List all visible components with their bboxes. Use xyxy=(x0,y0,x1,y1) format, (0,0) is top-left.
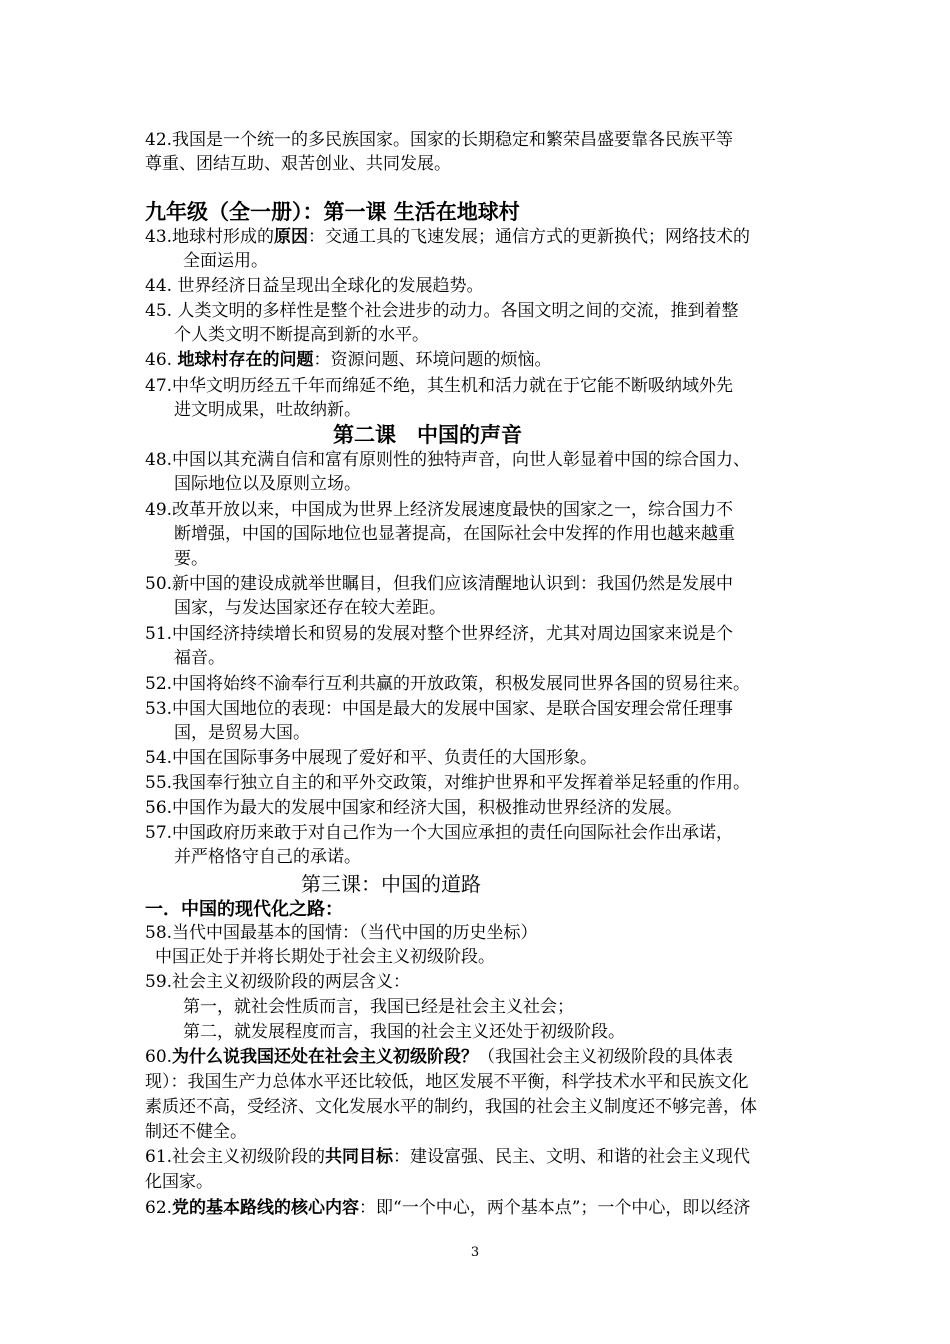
item-62-line-1 xyxy=(145,1196,750,1220)
item-60-line-2: 现）：我国生产力总体水平还比较低，地区发展不平衡，科学技术水平和民族文化 xyxy=(145,1072,749,1092)
page-number: 3 xyxy=(470,1245,480,1260)
item-48-line-1: 48.中国以其充满自信和富有原则性的独特声音，向世人彰显着中国的综合国力、 xyxy=(145,450,751,470)
item-46-prefix: 46. xyxy=(145,350,178,370)
item-49-line-3: 要。 xyxy=(174,549,208,569)
item-61-line-1 xyxy=(145,1145,750,1169)
item-62-rest: ：即“一个中心，两个基本点”；一个中心，即以经济 xyxy=(359,1198,751,1218)
item-51-line-2: 福音。 xyxy=(174,648,225,668)
lesson3-heading: 第三课：中国的道路 xyxy=(301,872,481,896)
item-50-line-1: 50.新中国的建设成就举世瞩目，但我们应该清醒地认识到：我国仍然是发展中 xyxy=(145,574,734,594)
item-44: 44. 世界经济日益呈现出全球化的发展趋势。 xyxy=(145,276,484,296)
item-47-line-2: 进文明成果，吐故纳新。 xyxy=(174,400,361,420)
item-62-bold: 党的基本路线的核心内容 xyxy=(172,1198,360,1218)
item-46-rest: ：资源问题、环境问题的烦恼。 xyxy=(313,350,552,370)
item-60-rest: （我国社会主义初级阶段的具体表 xyxy=(478,1047,734,1067)
item-57-line-2: 并严格恪守自己的承诺。 xyxy=(174,847,361,867)
item-47-line-1: 47.中华文明历经五千年而绵延不绝，其生机和活力就在于它能不断吸纳域外先 xyxy=(145,376,734,396)
item-58-line-2: 中国正处于并将长期处于社会主义初级阶段。 xyxy=(155,947,495,967)
item-45-line-2: 个人类文明不断提高到新的水平。 xyxy=(174,325,429,345)
item-46-bold: 地球村存在的问题 xyxy=(177,350,314,370)
item-52: 52.中国将始终不渝奉行互利共赢的开放政策，积极发展同世界各国的贸易往来。 xyxy=(145,674,751,694)
item-49-line-2: 断增强，中国的国际地位也显著提高，在国际社会中发挥的作用也越来越重 xyxy=(174,524,735,544)
item-43-rest: ：交通工具的飞速发展；通信方式的更新换代；网络技术的 xyxy=(308,227,751,247)
item-50-line-2: 国家，与发达国家还存在较大差距。 xyxy=(174,598,446,618)
item-46 xyxy=(145,348,551,372)
item-60-line-1 xyxy=(145,1045,733,1069)
item-61-line-2: 化国家。 xyxy=(145,1172,213,1192)
item-43-line-2: 全面运用。 xyxy=(183,251,268,271)
item-59-line-1: 59.社会主义初级阶段的两层含义： xyxy=(145,972,411,992)
item-42-line-2: 尊重、团结互助、艰苦创业、共同发展。 xyxy=(145,154,451,174)
item-45-line-1: 45. 人类文明的多样性是整个社会进步的动力。各国文明之间的交流，推到着整 xyxy=(145,301,739,321)
item-60-prefix: 60. xyxy=(145,1047,173,1067)
lesson2-heading: 第二课 中国的声音 xyxy=(333,423,522,447)
item-61-bold: 共同目标 xyxy=(325,1147,394,1167)
item-49-line-1: 49.改革开放以来，中国成为世界上经济发展速度最快的国家之一，综合国力不 xyxy=(145,500,734,520)
item-60-bold: 为什么说我国还处在社会主义初级阶段？ xyxy=(172,1047,479,1067)
grade9-lesson1-heading: 九年级（全一册）：第一课 生活在地球村 xyxy=(145,200,520,224)
section1-heading: 一．中国的现代化之路： xyxy=(145,899,343,920)
item-54: 54.中国在国际事务中展现了爱好和平、负责任的大国形象。 xyxy=(145,748,598,768)
item-53-line-2: 国，是贸易大国。 xyxy=(174,723,310,743)
item-51-line-1: 51.中国经济持续增长和贸易的发展对整个世界经济，尤其对周边国家来说是个 xyxy=(145,624,734,644)
item-55: 55.我国奉行独立自主的和平外交政策，对维护世界和平发挥着举足轻重的作用。 xyxy=(145,773,751,793)
item-43-line-1 xyxy=(145,225,750,249)
item-59-line-2: 第一，就社会性质而言，我国已经是社会主义社会； xyxy=(183,997,574,1017)
item-57-line-1: 57.中国政府历来敢于对自己作为一个大国应承担的责任向国际社会作出承诺， xyxy=(145,823,734,843)
item-60-line-4: 制还不健全。 xyxy=(145,1122,247,1142)
item-42-line-1: 42.我国是一个统一的多民族国家。国家的长期稳定和繁荣昌盛要靠各民族平等 xyxy=(145,130,734,150)
item-61-rest: ：建设富强、民主、文明、和谐的社会主义现代 xyxy=(393,1147,751,1167)
item-61-prefix: 61.社会主义初级阶段的 xyxy=(145,1147,326,1167)
item-43-bold: 原因 xyxy=(274,227,309,247)
item-53-line-1: 53.中国大国地位的表现：中国是最大的发展中国家、是联合国安理会常任理事 xyxy=(145,699,734,719)
item-56: 56.中国作为最大的发展中国家和经济大国，积极推动世界经济的发展。 xyxy=(145,798,683,818)
item-60-line-3: 素质还不高，受经济、文化发展水平的制约，我国的社会主义制度还不够完善，体 xyxy=(145,1097,757,1117)
item-62-prefix: 62. xyxy=(145,1198,173,1218)
item-58-line-1: 58.当代中国最基本的国情：（当代中国的历史坐标） xyxy=(145,923,538,943)
item-48-line-2: 国际地位以及原则立场。 xyxy=(174,474,361,494)
item-59-line-3: 第二，就发展程度而言，我国的社会主义还处于初级阶段。 xyxy=(183,1022,625,1042)
item-43-prefix: 43.地球村形成的 xyxy=(145,227,275,247)
